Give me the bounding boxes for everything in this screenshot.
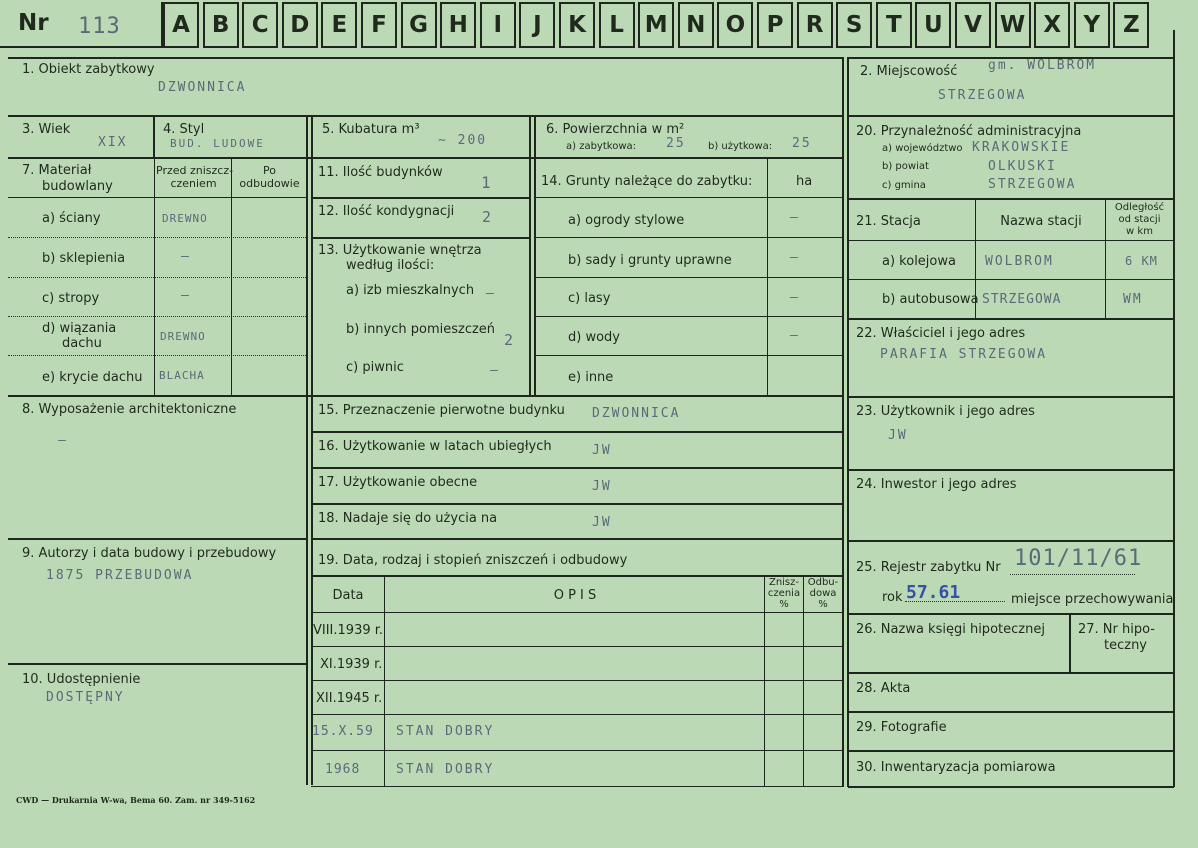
index-letter-p: P	[757, 2, 793, 48]
field-19-row-date: 15.X.59	[312, 724, 374, 739]
index-letter-g: G	[401, 2, 437, 48]
grid-line	[311, 714, 842, 715]
grid-line	[848, 750, 1174, 752]
nr-label: Nr	[18, 10, 49, 36]
field-19-col-rebuild-3: %	[818, 599, 828, 610]
field-1-value: DZWONNICA	[158, 80, 247, 95]
grid-line	[534, 237, 842, 238]
grid-line	[848, 279, 1174, 280]
field-19-col-desc: O P I S	[553, 588, 597, 603]
field-3-label: 3. Wiek	[22, 122, 71, 137]
grid-line	[848, 786, 1174, 788]
grid-line	[848, 240, 1174, 241]
field-14a-label: a) ogrody stylowe	[568, 213, 685, 228]
field-7b-label: b) sklepienia	[42, 251, 126, 266]
field-21-col-dist-1: Odległość	[1114, 202, 1165, 213]
field-25-rok-label: rok	[882, 590, 903, 605]
field-14b-label: b) sady i grunty uprawne	[568, 253, 732, 268]
grid-line	[848, 469, 1174, 471]
index-letter-u: U	[915, 2, 951, 48]
index-letter-t: T	[876, 2, 912, 48]
field-21a-name: WOLBROM	[985, 254, 1054, 269]
field-7a-label: a) ściany	[42, 211, 101, 226]
field-14d-label: d) wody	[568, 330, 620, 345]
grid-line	[311, 503, 842, 505]
index-letter-e: E	[321, 2, 357, 48]
field-6-label: 6. Powierzchnia w m²	[546, 122, 685, 137]
index-letter-l: L	[599, 2, 635, 48]
grid-line	[311, 786, 842, 787]
field-7-label-1: 7. Materiał	[22, 163, 92, 178]
field-20b-value: OLKUSKI	[988, 159, 1057, 174]
index-letter-m: M	[638, 2, 674, 48]
field-6b-label: b) użytkowa:	[708, 141, 773, 152]
field-19-col-destr-3: %	[779, 599, 789, 610]
field-7c-label: c) stropy	[42, 291, 100, 306]
grid-line	[8, 663, 306, 665]
nr-value: 113	[78, 14, 121, 39]
field-2-label: 2. Miejscowość	[860, 64, 958, 79]
grid-line	[311, 612, 842, 613]
grid-line	[311, 680, 842, 681]
grid-line	[8, 115, 842, 117]
field-13a-value: —	[486, 286, 496, 301]
field-22-label: 22. Właściciel i jego adres	[856, 326, 1026, 341]
index-letter-s: S	[836, 2, 872, 48]
field-19-row-date: VIII.1939 r.	[313, 623, 384, 638]
grid-line	[154, 157, 155, 395]
grid-line	[534, 355, 842, 356]
field-21b-dist: WM	[1123, 292, 1143, 307]
index-letter-k: K	[559, 2, 595, 48]
field-10-label: 10. Udostępnienie	[22, 672, 141, 687]
grid-line	[311, 197, 529, 199]
field-14b-value: —	[790, 250, 800, 265]
grid-line	[311, 538, 842, 540]
field-6a-value: 25	[666, 136, 686, 151]
field-22-value: PARAFIA STRZEGOWA	[880, 347, 1048, 362]
field-4-value: BUD. LUDOWE	[170, 137, 265, 150]
grid-line	[311, 750, 842, 751]
field-19-col-destr-2: czenia	[767, 588, 801, 599]
field-20-label: 20. Przynależność administracyjna	[856, 124, 1082, 139]
field-14-unit: ha	[796, 174, 813, 189]
field-27-label-1: 27. Nr hipo-	[1078, 622, 1155, 637]
grid-line	[847, 57, 849, 787]
index-letter-w: W	[995, 2, 1031, 48]
grid-line	[8, 237, 306, 238]
grid-line	[306, 115, 308, 785]
field-7d-label-1: d) wiązania	[42, 321, 117, 336]
grid-line	[311, 115, 313, 785]
grid-line	[1069, 613, 1071, 673]
index-letter-f: F	[361, 2, 397, 48]
field-16-label: 16. Użytkowanie w latach ubiegłych	[318, 439, 552, 454]
grid-line	[8, 538, 306, 540]
field-24-label: 24. Inwestor i jego adres	[856, 477, 1017, 492]
grid-line	[311, 431, 842, 433]
field-12-label: 12. Ilość kondygnacji	[318, 204, 455, 219]
field-15-value: DZWONNICA	[592, 406, 681, 421]
grid-line	[534, 197, 842, 198]
field-2-value-top: gm. WOLBROM	[988, 58, 1097, 73]
field-16-value: JW	[592, 443, 612, 458]
field-21b-label: b) autobusowa	[882, 292, 979, 307]
field-13b-label: b) innych pomieszczeń	[346, 322, 496, 337]
field-14a-value: —	[790, 210, 800, 225]
grid-line	[8, 157, 842, 159]
field-19-col-rebuild-1: Odbu-	[807, 577, 839, 588]
index-letter-a: A	[163, 2, 199, 48]
grid-line	[8, 57, 842, 59]
index-letter-i: I	[480, 2, 516, 48]
field-25-nr-value: 101/11/61	[1014, 546, 1143, 571]
grid-line	[848, 613, 1174, 615]
field-1-label: 1. Obiekt zabytkowy	[22, 62, 155, 77]
index-letter-h: H	[440, 2, 476, 48]
field-23-label: 23. Użytkownik i jego adres	[856, 404, 1035, 419]
grid-line	[848, 540, 1174, 542]
field-29-label: 29. Fotografie	[856, 720, 947, 735]
field-7-col-after-2: odbudowie	[239, 177, 300, 190]
field-13c-value: —	[490, 363, 500, 378]
field-25-place-label: miejsce przechowywania	[1011, 592, 1174, 607]
field-19-row-date: XI.1939 r.	[320, 657, 383, 672]
grid-line	[8, 277, 306, 278]
field-7a-value: DREWNO	[162, 212, 208, 225]
grid-line	[848, 115, 1174, 117]
field-6b-value: 25	[792, 136, 812, 151]
field-7-label-2: budowlany	[42, 179, 113, 194]
index-letter-r: R	[797, 2, 833, 48]
field-20c-label: c) gmina	[882, 180, 926, 191]
field-19-row-desc: STAN DOBRY	[396, 762, 495, 777]
field-7c-value: —	[181, 288, 191, 303]
field-13c-label: c) piwnic	[346, 360, 404, 375]
field-17-label: 17. Użytkowanie obecne	[318, 475, 478, 490]
grid-line	[311, 646, 842, 647]
grid-line	[842, 57, 844, 787]
grid-line	[311, 575, 842, 577]
grid-line	[848, 711, 1174, 713]
field-20b-label: b) powiat	[882, 161, 929, 172]
field-14c-value: —	[790, 290, 800, 305]
field-30-label: 30. Inwentaryzacja pomiarowa	[856, 760, 1056, 775]
grid-line	[1010, 574, 1135, 575]
grid-line	[384, 575, 385, 787]
field-21-col-dist-2: od stacji	[1118, 214, 1161, 225]
field-20a-value: KRAKOWSKIE	[972, 140, 1071, 155]
index-letter-o: O	[717, 2, 753, 48]
field-21-col-name: Nazwa stacji	[1000, 214, 1082, 229]
field-6a-label: a) zabytkowa:	[566, 141, 636, 152]
index-letter-v: V	[955, 2, 991, 48]
grid-line	[848, 198, 1174, 200]
index-letter-d: D	[282, 2, 318, 48]
field-7e-value: BLACHA	[159, 369, 205, 382]
field-7b-value: —	[181, 249, 191, 264]
field-18-value: JW	[592, 515, 612, 530]
field-15-label: 15. Przeznaczenie pierwotne budynku	[318, 403, 565, 418]
field-25-label: 25. Rejestr zabytku Nr	[856, 560, 1001, 575]
index-letter-c: C	[242, 2, 278, 48]
field-13-label-1: 13. Użytkowanie wnętrza	[318, 243, 482, 258]
field-5-value: ~ 200	[438, 133, 488, 148]
field-7-col-before-1: Przed zniszcz-	[156, 164, 234, 177]
index-letter-z: Z	[1113, 2, 1149, 48]
grid-line	[767, 157, 768, 395]
field-2-value: STRZEGOWA	[938, 88, 1027, 103]
field-13b-value: 2	[504, 331, 516, 349]
field-21a-dist: 6 KM	[1125, 254, 1158, 268]
field-19-label: 19. Data, rodzaj i stopień zniszczeń i odbudowy	[318, 553, 628, 568]
grid-line	[311, 467, 842, 469]
field-19-row-desc: STAN DOBRY	[396, 724, 495, 739]
field-5-label: 5. Kubatura m³	[322, 122, 420, 137]
field-20a-label: a) województwo	[882, 143, 963, 154]
grid-line	[311, 237, 529, 239]
field-21a-label: a) kolejowa	[882, 254, 956, 269]
field-23-value: JW	[888, 428, 908, 443]
printer-footer: CWD — Drukarnia W-wa, Bema 60. Zam. nr 349-5162	[16, 795, 256, 805]
field-14c-label: c) lasy	[568, 291, 611, 306]
field-19-col-rebuild-2: dowa	[809, 588, 837, 599]
field-14e-label: e) inne	[568, 370, 614, 385]
field-13-label-2: według ilości:	[346, 258, 435, 273]
grid-line	[848, 396, 1174, 398]
grid-line	[231, 157, 232, 395]
index-letter-j: J	[519, 2, 555, 48]
grid-line	[534, 316, 842, 317]
field-14-label: 14. Grunty należące do zabytku:	[541, 174, 753, 189]
index-letter-b: B	[203, 2, 239, 48]
field-21-col-dist-3: w km	[1126, 226, 1153, 237]
field-10-value: DOSTĘPNY	[46, 690, 125, 705]
field-25-rok-value: 57.61	[906, 582, 961, 603]
field-19-col-date: Data	[332, 588, 364, 603]
field-4-label: 4. Styl	[163, 122, 205, 137]
field-28-label: 28. Akta	[856, 681, 911, 696]
field-27-label-2: teczny	[1104, 638, 1147, 653]
field-19-row-date: XII.1945 r.	[316, 691, 383, 706]
field-14d-value: —	[790, 328, 800, 343]
grid-line	[8, 395, 842, 397]
grid-line	[8, 355, 306, 356]
field-19-row-date: 1968	[325, 762, 361, 777]
field-21b-name: STRZEGOWA	[982, 292, 1062, 307]
field-11-label: 11. Ilość budynków	[318, 165, 443, 180]
grid-line	[848, 672, 1174, 674]
field-8-value: —	[58, 433, 68, 448]
field-20c-value: STRZEGOWA	[988, 177, 1077, 192]
index-letter-n: N	[678, 2, 714, 48]
field-7d-label-2: dachu	[62, 336, 102, 351]
field-11-value: 1	[481, 173, 493, 192]
field-21-label: 21. Stacja	[856, 214, 921, 229]
field-19-col-destr-1: Znisz-	[768, 577, 800, 588]
index-letter-y: Y	[1074, 2, 1110, 48]
field-7-col-before-2: czeniem	[170, 177, 217, 190]
field-9-label: 9. Autorzy i data budowy i przebudowy	[22, 546, 277, 561]
field-17-value: JW	[592, 479, 612, 494]
field-9-value: 1875 PRZEBUDOWA	[46, 568, 194, 583]
field-7e-label: e) krycie dachu	[42, 370, 143, 385]
field-13a-label: a) izb mieszkalnych	[346, 283, 475, 298]
field-3-value: XIX	[98, 135, 128, 150]
field-7d-value: DREWNO	[160, 330, 206, 343]
index-letter-x: X	[1034, 2, 1070, 48]
field-26-label: 26. Nazwa księgi hipotecznej	[856, 622, 1045, 637]
grid-line	[534, 277, 842, 278]
field-8-label: 8. Wyposażenie architektoniczne	[22, 402, 237, 417]
field-18-label: 18. Nadaje się do użycia na	[318, 511, 498, 526]
grid-line	[8, 316, 306, 317]
field-12-value: 2	[482, 208, 494, 226]
grid-line	[153, 115, 155, 157]
grid-line	[848, 318, 1174, 320]
field-7-col-after-1: Po	[263, 164, 276, 177]
grid-line	[8, 197, 306, 198]
